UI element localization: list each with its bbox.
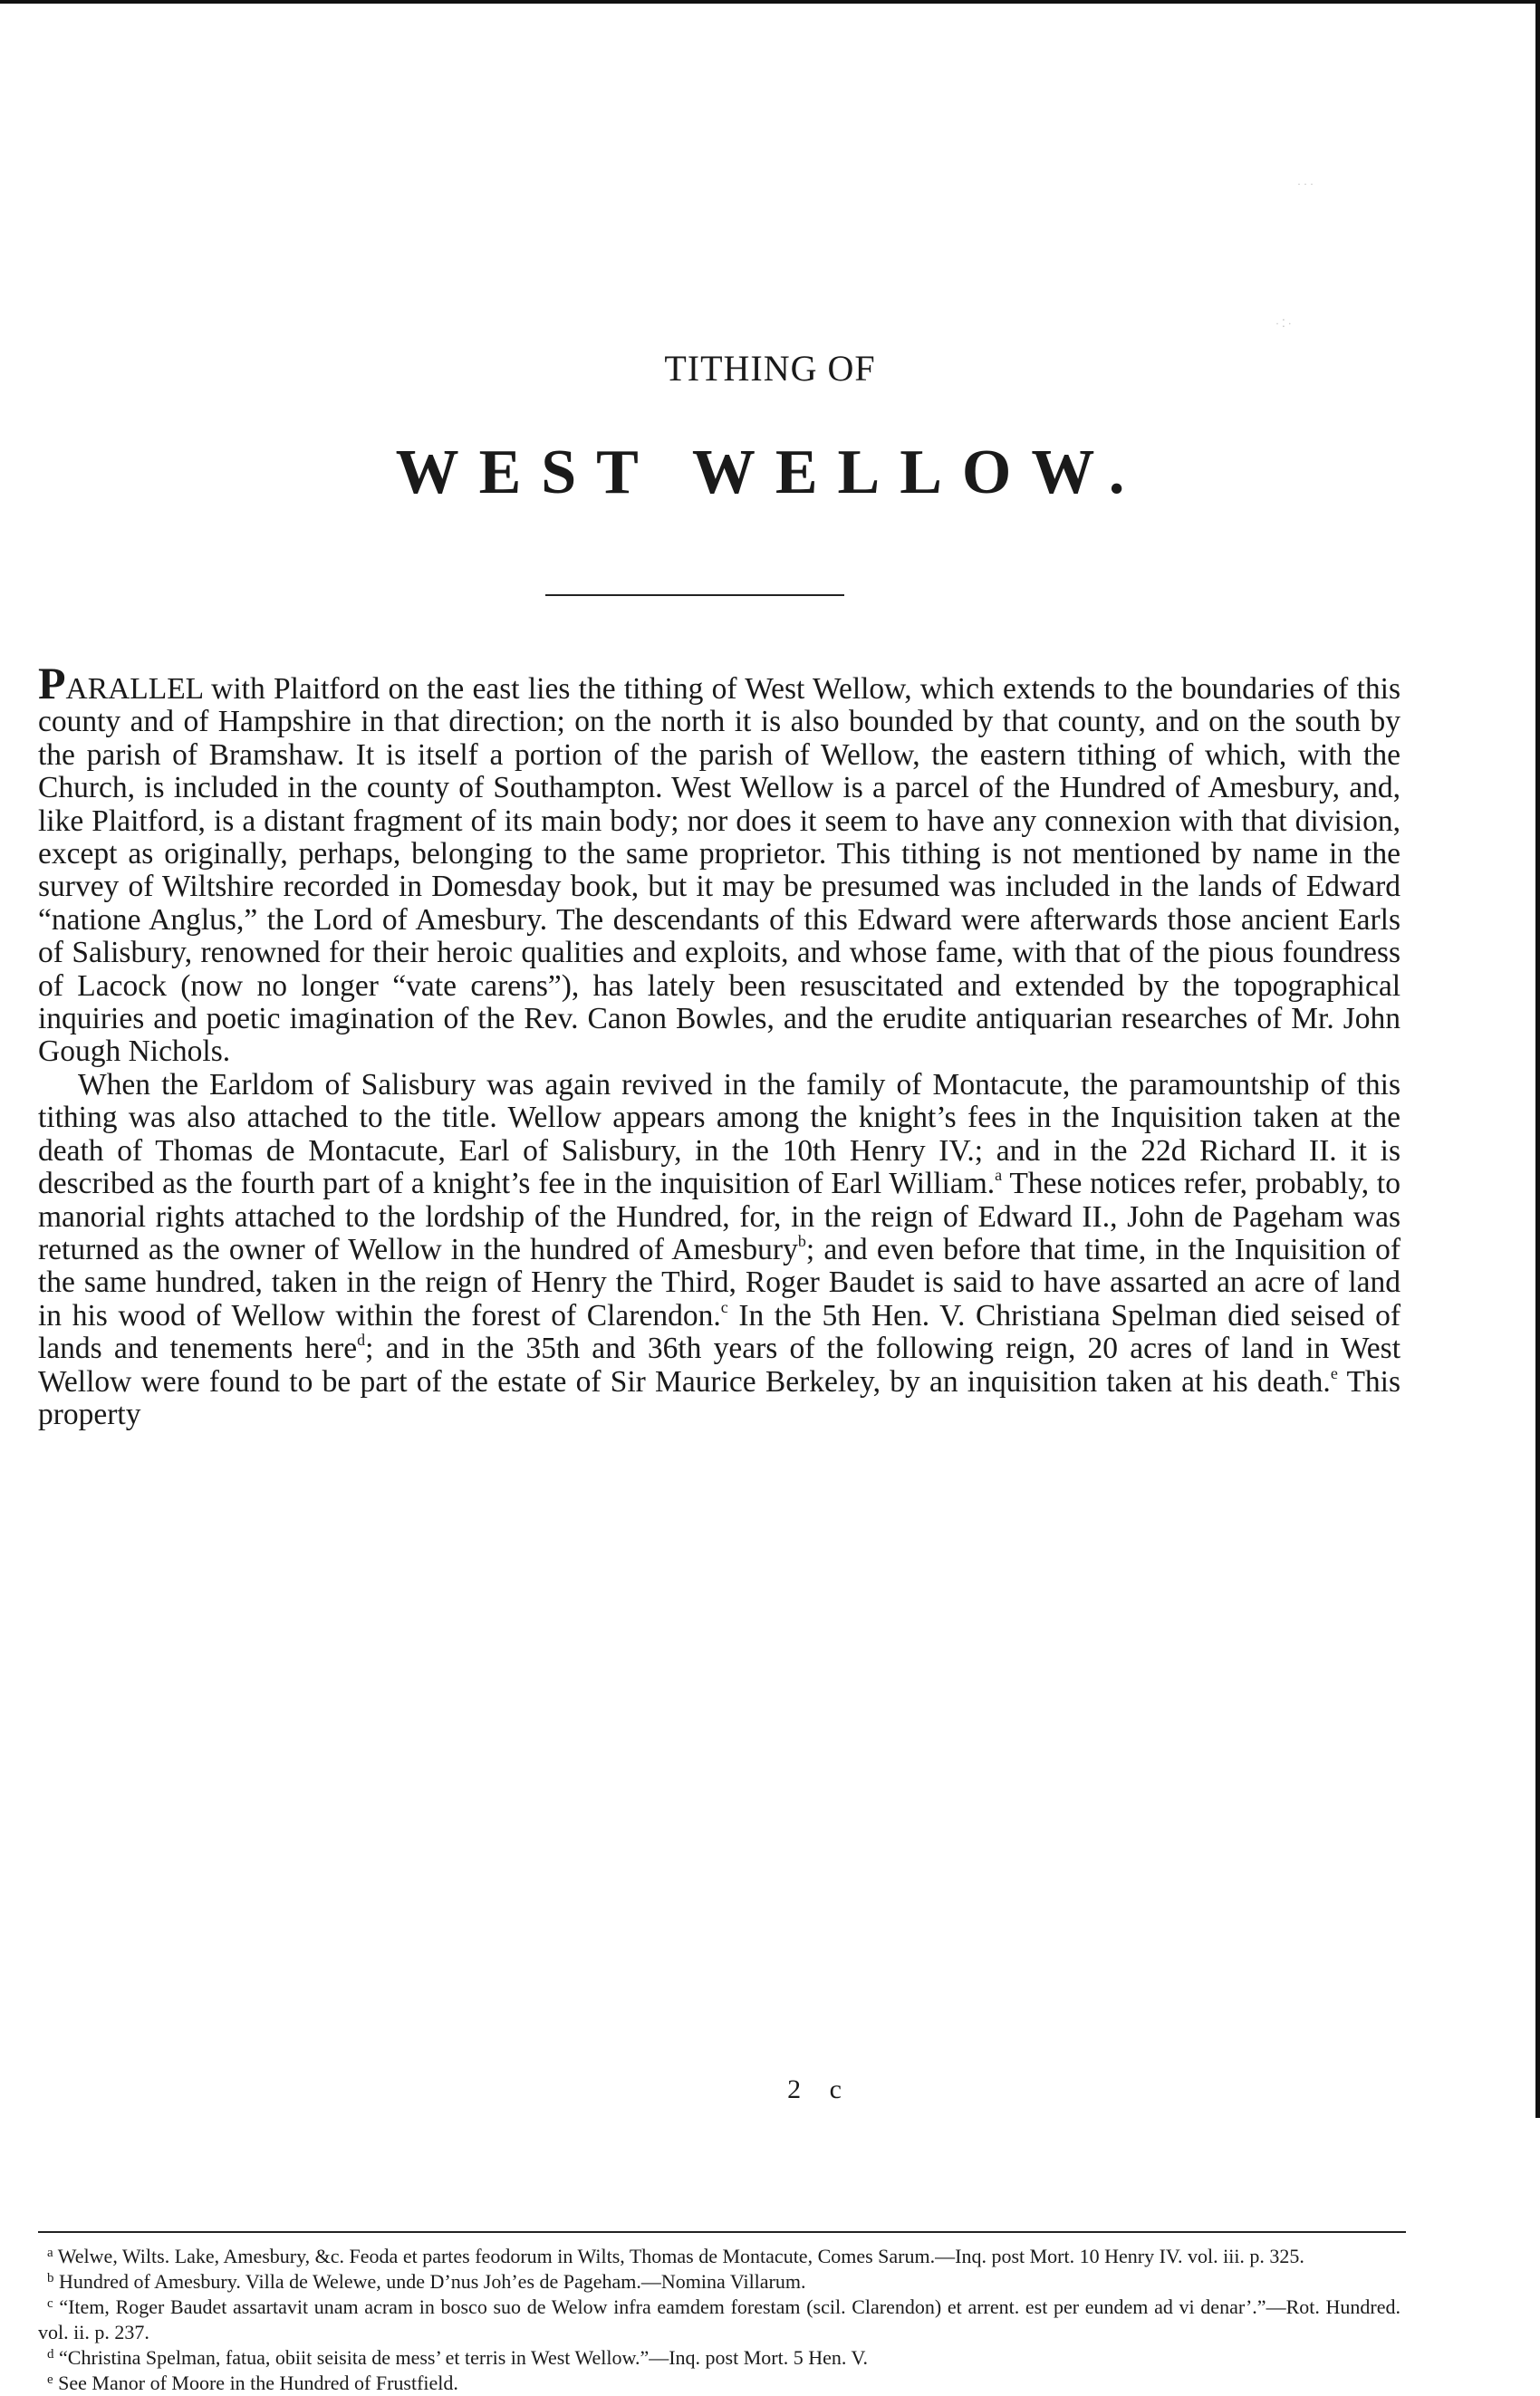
footnote-ref-a[interactable]: a: [995, 1166, 1003, 1185]
footnote-e: [38, 2371, 1400, 2396]
body-text: [38, 658, 1400, 1431]
footnote-mark: e: [47, 2372, 53, 2387]
footnote-text: Hundred of Amesbury. Villa de Welewe, unde D’nus Joh’es de Pageham.—Nomina Villarum.: [59, 2270, 806, 2293]
paragraph-2-text: In the 5th Hen. V. Christiana Spelman died seised of lands and tenements here: [38, 1298, 1400, 1366]
footnote-ref-d[interactable]: d: [357, 1331, 366, 1350]
section-subtitle: TITHING OF: [664, 348, 876, 389]
footnote-text: “Item, Roger Baudet assartavit unam acram in bosco suo de Welow infra eamdem forestam (scil. Clarendon) et arrent. est per eundem ad vi denar’.”—Rot. Hundred. vol. ii. p. 237.: [38, 2295, 1400, 2343]
footnote-text: Welwe, Wilts. Lake, Amesbury, &c. Feoda et partes feodorum in Wilts, Thomas de Montacute, Comes Sarum.—Inq. post Mort. 10 Henry IV. vol. iii. p. 325.: [57, 2245, 1304, 2267]
footnotes: [38, 2244, 1400, 2396]
footnote-a: [38, 2244, 1400, 2269]
footnote-text: “Christina Spelman, fatua, obiit seisita de mess’ et terris in West Wellow.”—Inq. post Mort. 5 Hen. V.: [59, 2346, 869, 2369]
title-divider: [545, 594, 844, 596]
footnote-ref-b[interactable]: b: [797, 1231, 806, 1250]
section-title: WEST WELLOW.: [395, 438, 1145, 507]
footnote-d: [38, 2345, 1400, 2371]
paragraph-2-text: ; and in the 35th and 36th years of the following reign, 20 acres of land in West Wellow were found to be part of the estate of Sir Maurice Berkeley, by an inquisition taken at his death.: [38, 1332, 1400, 1399]
footnote-mark: d: [47, 2347, 54, 2362]
paragraph-1-text: ARALLEL with Plaitford on the east lies the tithing of West Wellow, which extends to the boundaries of this county and of Hampshire in that direction; on the north it is also bounded by that county, and on the south by the parish of Bramshaw. It is itself a portion of the parish of Wellow, the eastern tithing of which, with the Church, is included in the county of Southampton. West Wellow is a parcel of the Hundred of Amesbury, and, like Plaitford, is a distant fragment of its main body; nor does it seem to have any connexion with that division, except as originally, perhaps, belonging to the same proprietor. This tithing is not mentioned by name in the survey of Wiltshire recorded in Domesday book, but it may be presumed was included in the lands of Edward “natione Anglus,” the Lord of Amesbury. The descendants of this Edward were afterwards those ancient Earls of Salisbury, renowned for their heroic qualities and exploits, and whose fame, with that of the pious foundress of Lacock (now no longer “vate carens”), has lately been resuscitated and extended by the topographical inquiries and poetic imagination of the Rev. Canon Bowles, and the erudite antiquarian researches of Mr. John Gough Nichols.: [38, 672, 1400, 1069]
page-signature: 2 c: [787, 2074, 852, 2104]
page-border-right: [1535, 0, 1540, 2118]
paragraph-2-text: When the Earldom of Salisbury was again revived in the family of Montacute, the paramountship of this tithing was also attached to the title. Wellow appears among the knight’s fees in the Inquisition taken at the death of Thomas de Montacute, Earl of Salisbury, in the 10th Henry IV.; and in the 22d Richard II. it is described as the fourth part of a knight’s fee in the inquisition of Earl William.: [38, 1067, 1400, 1201]
footnote-ref-e[interactable]: e: [1330, 1363, 1338, 1382]
footnote-mark: c: [47, 2296, 53, 2311]
drop-cap: P: [38, 658, 66, 708]
paragraph-2-text: ; and even before that time, in the Inquisition of the same hundred, taken in the reign of Henry the Third, Roger Baudet is said to have assarted an acre of land in his wood of Wellow within the forest of Clarendon.: [38, 1232, 1400, 1333]
paragraph-2-text: This property: [38, 1364, 1400, 1431]
paragraph-2-text: These notices refer, probably, to manorial rights attached to the lordship of the Hundred, for, in the reign of Edward II., John de Pageham was returned as the owner of Wellow in the hundred of Amesbury: [38, 1167, 1400, 1266]
footnote-divider: [38, 2231, 1406, 2233]
footnote-mark: a: [47, 2246, 53, 2260]
scan-speck: · ⁚ ·: [1275, 317, 1292, 330]
page-border-top: [0, 0, 1540, 4]
footnote-text: See Manor of Moore in the Hundred of Frustfield.: [58, 2372, 458, 2394]
footnote-ref-c[interactable]: c: [720, 1297, 728, 1316]
footnote-mark: b: [47, 2271, 54, 2285]
paragraph-2: [38, 1069, 1400, 1431]
scan-speck: · · ·: [1297, 178, 1314, 190]
footnote-c: [38, 2295, 1400, 2345]
footnote-b: [38, 2269, 1400, 2295]
paragraph-1: [38, 658, 1400, 1069]
